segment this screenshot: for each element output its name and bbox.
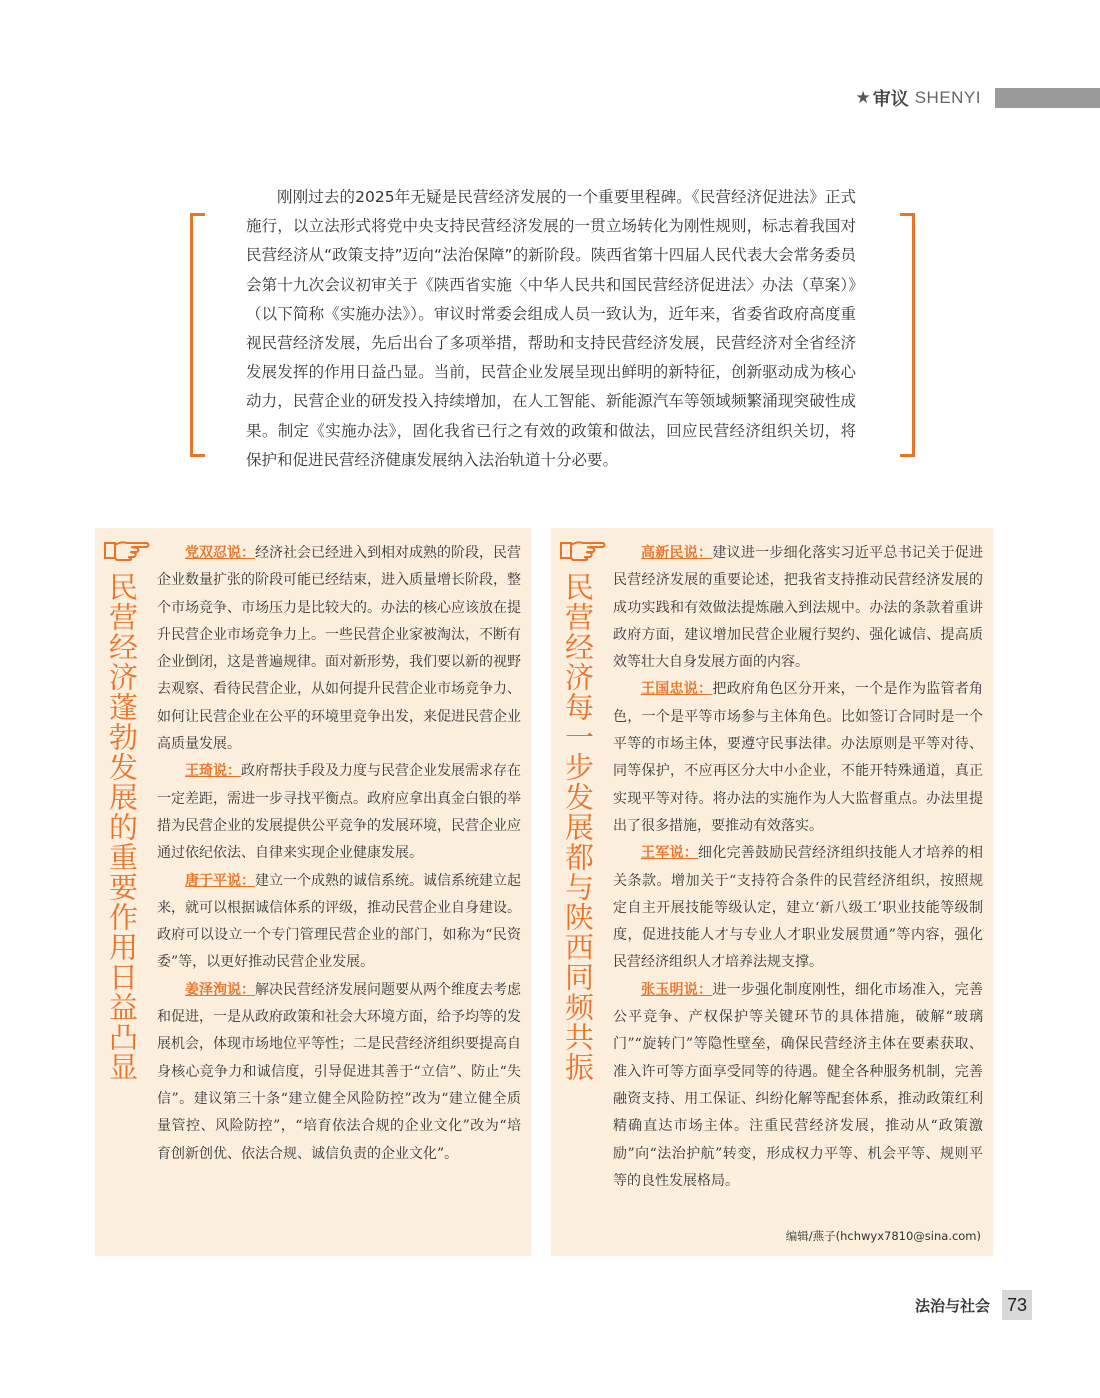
section-header (855, 86, 1100, 110)
comment-text: 建立一个成熟的诚信系统。诚信系统建立起来，就可以根据诚信体系的评级，推动民营企业自身建设。政府可以设立一个专门管理民营企业的部门，如称为“民资委”等，以更好推动民营企业发展。 (157, 872, 521, 971)
intro-paragraph: 刚刚过去的2025年无疑是民营经济发展的一个重要里程碑。《民营经济促进法》正式施行，以立法形式将党中央支持民营经济发展的一贯立场转化为刚性规则，标志着我国对民营经济从“政策支持”迈向“法治保障”的新阶段。陕西省第十四届人民代表大会常务委员会第十九次会议初审关于《陕西省实施〈中华人民共和国民营经济促进法〉办法（草案）》（以下简称《实施办法》）。审议时常委会组成人员一致认为，近年来，省委省政府高度重视民营经济发展，先后出台了多项举措，帮助和支持民营经济发展，民营经济对全省经济发展发挥的作用日益凸显。当前，民营企业发展呈现出鲜明的新特征，创新驱动成为核心动力，民营企业的研发投入持续增加，在人工智能、新能源汽车等领域频繁涌现突破性成果。制定《实施办法》，固化我省已行之有效的政策和做法，回应民营经济组织关切，将保护和促进民营经济健康发展纳入法治轨道十分必要。 (246, 188, 856, 469)
comment-text: 细化完善鼓励民营经济组织技能人才培养的相关条款。增加关于“支持符合条件的民营经济组织，按照规定自主开展技能等级认定，建立‘新八级工’职业技能等级制度，促进技能人才与专业人才职业发展贯通”等内容，强化民营经济组织人才培养法规支撑。 (613, 845, 984, 971)
comment-paragraph (157, 758, 521, 867)
comment-paragraph (613, 540, 983, 676)
left-column (95, 528, 531, 1256)
comment-paragraph (157, 540, 521, 758)
speaker-name: 王国忠说： (641, 681, 713, 698)
intro-block (190, 183, 915, 491)
comment-paragraph (157, 977, 521, 1168)
comment-paragraph (613, 840, 983, 976)
speaker-name: 姜泽洵说： (185, 981, 255, 998)
header-bar (995, 88, 1100, 108)
star-icon: ★ (855, 88, 871, 108)
column-body (613, 540, 983, 1195)
page-number: 73 (1002, 1290, 1032, 1320)
section-label-en: SHENYI (914, 88, 981, 107)
speaker-name: 张玉明说： (641, 981, 713, 998)
left-bracket (190, 213, 205, 457)
right-column (551, 528, 993, 1256)
speaker-name: 高新民说： (641, 545, 713, 561)
column-title: 民营经济蓬勃发展的重要作用日益凸显 (105, 572, 139, 1082)
pointing-hand-icon (559, 538, 607, 562)
column-title: 民营经济每一步发展都与陕西同频共振 (561, 572, 595, 1082)
pointing-hand-icon (103, 538, 151, 562)
comment-text: 进一步强化制度刚性，细化市场准入，完善公平竞争、产权保护等关键环节的具体措施，破解“玻璃门”“旋转门”等隐性壁垒，确保民营经济主体在要素获取、准入许可等方面享受同等的待遇。健全各种服务机制，完善融资支持、用工保证、纠纷化解等配套体系，推动政策红利精确直达市场主体。注重民营经济发展，推动从“政策激励”向“法治护航”转变，形成权力平等、机会平等、规则平等的良性发展格局。 (613, 981, 984, 1189)
comment-paragraph (613, 977, 983, 1195)
page-footer (915, 1290, 1032, 1320)
comment-paragraph (157, 868, 521, 977)
section-label-cn: 审议 (872, 89, 909, 110)
comment-text: 解决民营经济发展问题要从两个维度去考虑和促进，一是从政府政策和社会大环境方面，给予均等的发展机会，体现市场地位平等性；二是民营经济组织要提高自身核心竞争力和诚信度，引导促进其善于“立信”、防止“失信”。建议第三十条“建立健全风险防控”改为“建立健全质量管控、风险防控”，“培育依法合规的企业文化”改为“培育创新创优、依法合规、诚信负责的企业文化”。 (157, 981, 521, 1162)
comment-text: 建议进一步细化落实习近平总书记关于促进民营经济发展的重要论述，把我省支持推动民营经济发展的成功实践和有效做法提炼融入到法规中。办法的条款着重讲政府方面，建议增加民营企业履行契约、强化诚信、提高质效等壮大自身发展方面的内容。 (613, 545, 984, 671)
comment-text: 政府帮扶手段及力度与民营企业发展需求存在一定差距，需进一步寻找平衡点。政府应拿出真金白银的举措为民营企业的发展提供公平竞争的发展环境，民营企业应通过依纪依法、自律来实现企业健康发展。 (157, 763, 521, 862)
speaker-name: 唐于平说： (185, 872, 255, 889)
column-body (157, 540, 521, 1168)
comment-text: 把政府角色区分开来，一个是作为监管者角色，一个是平等市场参与主体角色。比如签订合同时是一个平等的市场主体，要遵守民事法律。办法原则是平等对待、同等保护，不应再区分大中小企业，不能开特殊通道，真正实现平等对待。将办法的实施作为人大监督重点。办法里提出了很多措施，要推动有效落实。 (613, 681, 984, 834)
speaker-name: 王琦说： (185, 763, 241, 780)
speaker-name: 王军说： (641, 845, 699, 862)
comment-paragraph (613, 676, 983, 840)
comment-text: 经济社会已经进入到相对成熟的阶段，民营企业数量扩张的阶段可能已经结束，进入质量增长阶段，整个市场竞争、市场压力是比较大的。办法的核心应该放在提升民营企业市场竞争力上。一些民营企业家被淘汰，不断有企业倒闭，这是普遍规律。面对新形势，我们要以新的视野去观察、看待民营企业，从如何提升民营企业市场竞争力、如何让民营企业在公平的环境里竞争出发，来促进民营企业高质量发展。 (157, 545, 521, 753)
editor-credit: 编辑/燕子(hchwyx7810@sina.com) (785, 1229, 981, 1243)
right-bracket (900, 213, 915, 457)
magazine-name: 法治与社会 (914, 1296, 990, 1315)
speaker-name: 党双忍说： (185, 545, 255, 561)
